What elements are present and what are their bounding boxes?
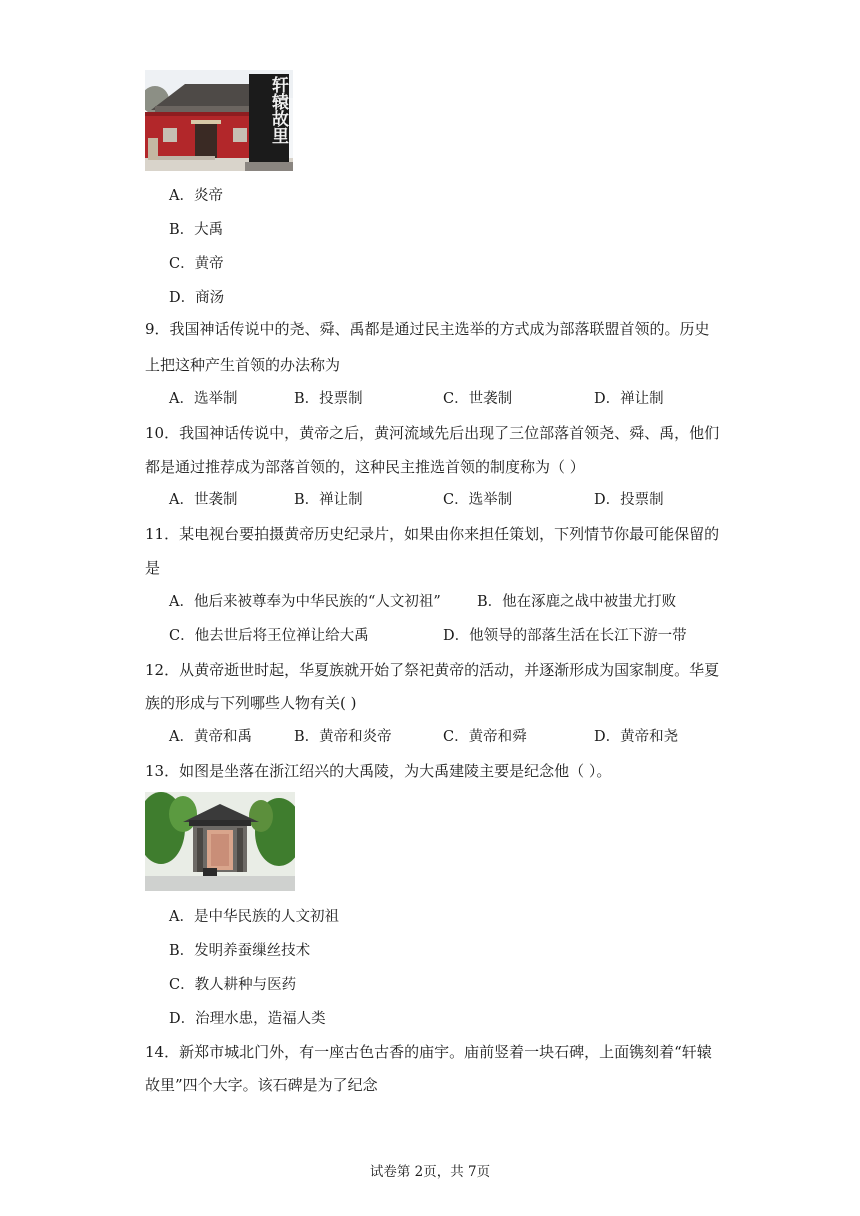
xuanyuan-gate-image: [145, 70, 293, 171]
q12-option-d[interactable]: D．黄帝和尧: [594, 729, 679, 745]
q11-option-a[interactable]: A．他后来被尊奉为中华民族的“人文初祖”: [169, 594, 441, 610]
q12-stem-line1: 12．从黄帝逝世时起，华夏族就开始了祭祀黄帝的活动，并逐渐形成为国家制度。华夏: [145, 661, 720, 679]
q9-stem-line2: 上把这种产生首领的办法称为: [145, 356, 341, 374]
q8-option-c[interactable]: C．黄帝: [169, 256, 224, 272]
q13-option-a[interactable]: A．是中华民族的人文初祖: [169, 909, 339, 925]
q10-stem-line1: 10．我国神话传说中，黄帝之后，黄河流域先后出现了三位部落首领尧、舜、禹，他们: [145, 424, 720, 442]
q12-option-c[interactable]: C．黄帝和舜: [443, 729, 527, 745]
q11-option-c[interactable]: C．他去世后将王位禅让给大禹: [169, 628, 369, 644]
q10-stem-line2: 都是通过推荐成为部落首领的，这种民主推选首领的制度称为（ ）: [145, 458, 585, 476]
q9-option-d[interactable]: D．禅让制: [594, 391, 664, 407]
q10-option-a[interactable]: A．世袭制: [169, 492, 238, 508]
yu-mausoleum-drawing: [145, 792, 295, 891]
q10-option-c[interactable]: C．选举制: [443, 492, 513, 508]
q14-stem-line2: 故里”四个大字。该石碑是为了纪念: [145, 1076, 378, 1094]
q13-option-c[interactable]: C．教人耕种与医药: [169, 977, 297, 993]
q8-option-b[interactable]: B．大禹: [169, 222, 224, 238]
q10-option-b[interactable]: B．禅让制: [294, 492, 363, 508]
q14-stem-line1: 14．新郑市城北门外，有一座古色古香的庙宇。庙前竖着一块石碑，上面镌刻着“轩辕: [145, 1043, 712, 1061]
q13-stem: 13．如图是坐落在浙江绍兴的大禹陵，为大禹建陵主要是纪念他（ ）。: [145, 762, 612, 780]
q11-stem-line2: 是: [145, 559, 161, 577]
page-footer: 试卷第 2页，共 7页: [369, 1164, 491, 1180]
yu-mausoleum-image: [145, 792, 295, 891]
q11-option-b[interactable]: B．他在涿鹿之战中被蚩尤打败: [477, 594, 677, 610]
q11-stem-line1: 11．某电视台要拍摄黄帝历史纪录片，如果由你来担任策划，下列情节你最可能保留的: [145, 525, 720, 543]
q8-option-a[interactable]: A．炎帝: [169, 188, 223, 204]
plaque-text: 轩辕故里: [268, 76, 288, 144]
q8-option-d[interactable]: D．商汤: [169, 290, 225, 306]
q13-option-b[interactable]: B．发明养蚕缫丝技术: [169, 943, 311, 959]
q9-option-c[interactable]: C．世袭制: [443, 391, 513, 407]
q9-option-b[interactable]: B．投票制: [294, 391, 363, 407]
q9-stem-line1: 9．我国神话传说中的尧、舜、禹都是通过民主选举的方式成为部落联盟首领的。历史: [145, 320, 710, 338]
q11-option-d[interactable]: D．他领导的部落生活在长江下游一带: [443, 628, 687, 644]
q12-option-b[interactable]: B．黄帝和炎帝: [294, 729, 392, 745]
q12-stem-line2: 族的形成与下列哪些人物有关( ): [145, 694, 357, 712]
q13-option-d[interactable]: D．治理水患，造福人类: [169, 1011, 326, 1027]
q12-option-a[interactable]: A．黄帝和禹: [169, 729, 252, 745]
q10-option-d[interactable]: D．投票制: [594, 492, 664, 508]
q9-option-a[interactable]: A．选举制: [169, 391, 238, 407]
